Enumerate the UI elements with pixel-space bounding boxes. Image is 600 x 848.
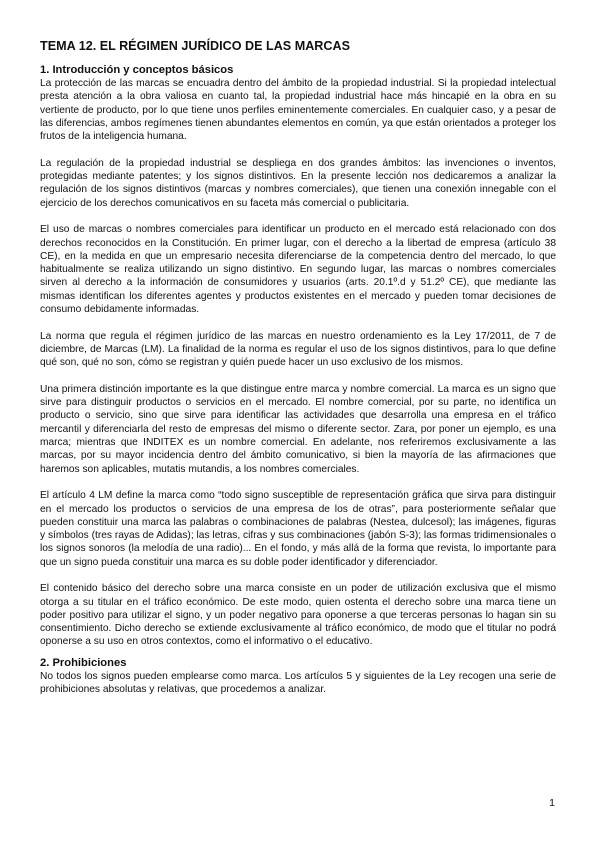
section-heading: 1. Introducción y conceptos básicos (40, 64, 234, 76)
paragraph: La norma que regula el régimen jurídico de las marcas en nuestro ordenamiento es la Ley 17/2011, de 7 de diciembre, de Marcas (LM). La finalidad de la norma es regular el uso de los signos distintivos, para lo que define qué son, qué no son, cómo se registran y quién puede hacer un uso exclusivo de los mismos. (40, 330, 556, 369)
paragraph: La protección de las marcas se encuadra dentro del ámbito de la propiedad industrial. Si la propiedad intelectual presta atención a la obra valiosa en cuanto tal, la propiedad industrial hace más hincapié en la obra en su vertiente de producto, por lo que tiene unos perfiles eminentemente comerciales. En cualquier caso, y a pesar de las diferencias, ambos regímenes tienen abundantes elementos en común, ya que están orientados a proteger los frutos de la inteligencia humana. (40, 78, 556, 143)
document-title: TEMA 12. EL RÉGIMEN JURÍDICO DE LAS MARCAS (40, 39, 350, 53)
page-number: 1 (549, 797, 555, 809)
paragraph: La regulación de la propiedad industrial se despliega en dos grandes ámbitos: las invenciones o inventos, protegidas mediante patentes; y los signos distintivos. En la presente lección nos dedicaremos a analizar la regulación de los signos distintivos (marcas y nombres comerciales), que tienen una conexión innegable con el ejercicio de los derechos comunicativos en su faceta más comercial o publicitaria. (40, 157, 556, 209)
document-page (40, 38, 556, 710)
section-introduccion (40, 64, 556, 649)
paragraph: El artículo 4 LM define la marca como “todo signo susceptible de representación gráfica que sirva para distinguir en el mercado los productos o servicios de una empresa de los de otras”, para posteriormente señalar que pueden constituir una marca las palabras o combinaciones de palabras (Nestea, dulcesol); las imágenes, figuras y símbolos (tres rayas de Adidas); las letras, cifras y sus combinaciones (jabón S-3); las formas tridimensionales o los signos sonoros (la melodía de una radio)... En el fondo, y más allá de la forma que revista, lo importante para que un signo pueda constituir una marca es su doble poder identificador y diferenciador. (40, 490, 556, 568)
paragraph: No todos los signos pueden emplearse como marca. Los artículos 5 y siguientes de la Ley recogen una serie de prohibiciones absolutas y relativas, que procedemos a analizar. (40, 670, 556, 696)
paragraph: El uso de marcas o nombres comerciales para identificar un producto en el mercado está relacionado con dos derechos reconocidos en la Constitución. En primer lugar, con el derecho a la libertad de empresa (artículo 38 CE), en la medida en que un empresario necesita diferenciarse de la competencia dentro del mercado, lo que habitualmente se realiza utilizando un signo distintivo. En segundo lugar, las marcas o nombres comerciales sirven al derecho a la información de consumidores y usuarios (arts. 20.1º.d y 51.2º CE), que mediante las mismas identifican los diferentes agentes y productos existentes en el mercado y pueden tomar decisiones de consumo debidamente informadas. (40, 224, 556, 316)
section-heading: 2. Prohibiciones (40, 656, 127, 669)
paragraph: Una primera distinción importante es la que distingue entre marca y nombre comercial. La marca es un signo que sirve para distinguir productos o servicios en el mercado. El nombre comercial, por su parte, no identifica un producto o servicio, sino que sirve para identificar las actividades que desarrolla una empresa en el tráfico mercantil y diferenciarla del resto de empresas del mismo o diferente sector. Zara, por poner un ejemplo, es una marca; mientras que INDITEX es un nombre comercial. En adelante, nos referiremos exclusivamente a las marcas, por su mayor incidencia dentro del ámbito comunicativo, si bien la mayoría de las afirmaciones que haremos son aplicables, mutatis mutandis, a los nombres comerciales. (40, 383, 556, 475)
section-prohibiciones (40, 657, 556, 697)
paragraph: El contenido básico del derecho sobre una marca consiste en un poder de utilización exclusiva que el mismo otorga a su titular en el tráfico económico. De este modo, quien ostenta el derecho sobre una marca tiene un poder positivo para utilizar el signo, y un poder negativo para oponerse a que terceras personas lo hagan sin su consentimiento. Dicho derecho se extiende exclusivamente al tráfico económico, de modo que el titular no podrá oponerse a su uso en otros contextos, como el informativo o el educativo. (40, 583, 556, 648)
